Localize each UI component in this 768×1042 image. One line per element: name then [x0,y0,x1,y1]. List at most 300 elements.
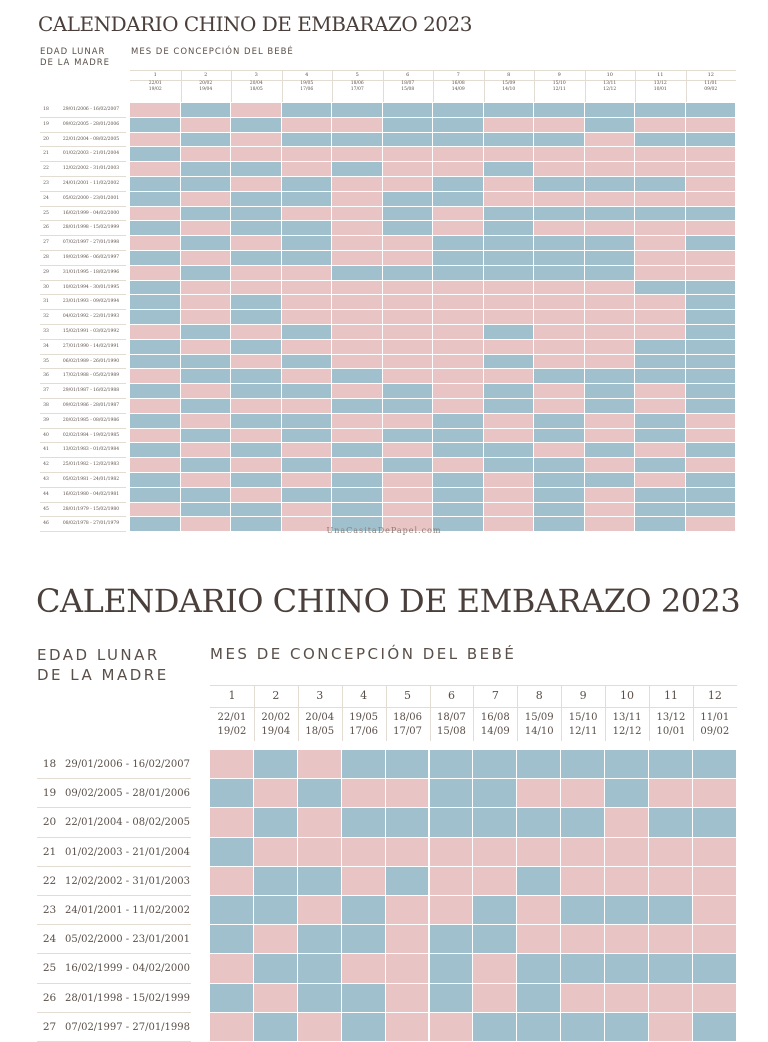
girl-cell [383,236,433,250]
girl-cell [282,266,332,280]
boy-cell [181,325,231,339]
boy-cell [686,369,736,383]
boy-cell [254,867,297,895]
girl-cell [383,355,433,369]
girl-cell [332,118,382,132]
boy-cell [130,310,180,324]
mother-age: 33 [43,329,49,334]
girl-cell [649,925,692,953]
girl-cell [561,984,604,1012]
birth-date-range: 22/01/2004 - 08/02/2005 [64,817,190,829]
birth-date-range: 23/01/1993 - 09/02/1994 [62,299,120,305]
girl-cell [383,295,433,309]
boy-cell [517,954,560,982]
girl-cell [231,355,281,369]
boy-cell [686,133,736,147]
girl-cell [332,236,382,250]
boy-cell [383,221,433,235]
girl-cell [298,838,341,866]
boy-cell [517,750,560,778]
birth-date-range: 01/02/2003 - 21/01/2004 [64,846,190,858]
month-date-range: 15/09 14/10 [524,712,554,737]
boy-cell [130,221,180,235]
boy-cell [605,954,648,982]
boy-cell [649,750,692,778]
mother-age: 26 [43,225,49,231]
girl-cell [686,429,736,443]
month-number: 11 [657,72,664,78]
girl-cell [282,310,332,324]
boy-cell [484,251,534,265]
girl-cell [231,399,281,413]
girl-cell [433,221,483,235]
girl-cell [433,355,483,369]
mother-age: 29 [43,269,49,275]
girl-cell [517,896,560,924]
girl-cell [649,984,692,1012]
boy-cell [649,896,692,924]
boy-cell [693,750,736,778]
boy-cell [181,429,231,443]
girl-cell [181,281,231,295]
girl-cell [534,295,584,309]
boy-cell [231,369,281,383]
boy-cell [484,458,534,472]
girl-cell [585,133,635,147]
boy-cell [686,384,736,398]
boy-cell [210,925,253,953]
boy-cell [534,207,584,221]
girl-cell [534,147,584,161]
month-header-5 [332,70,383,93]
boy-cell [693,954,736,982]
birth-date-range: 05/02/2000 - 23/01/2001 [64,934,190,946]
month-divider [383,70,384,102]
boy-cell [231,251,281,265]
boy-cell [635,133,685,147]
girl-cell [383,310,433,324]
girl-cell [282,399,332,413]
girl-cell [210,954,253,982]
girl-cell [231,488,281,502]
mother-age-label: EDAD LUNAR DE LA MADRE [40,47,111,68]
girl-cell [130,325,180,339]
girl-cell [181,221,231,235]
girl-cell [484,192,534,206]
girl-cell [298,808,341,836]
girl-cell [130,133,180,147]
boy-cell [686,103,736,117]
boy-cell [649,954,692,982]
girl-cell [130,207,180,221]
boy-cell [430,750,473,778]
boy-cell [585,251,635,265]
boy-cell [693,808,736,836]
boy-cell [433,266,483,280]
birth-date-range: 28/01/1998 - 15/02/1999 [64,992,190,1004]
mother-age: 30 [43,284,49,290]
mother-age: 18 [43,107,49,112]
mother-age: 23 [43,181,49,186]
boy-cell [332,503,382,517]
boy-cell [130,251,180,265]
boy-cell [534,266,584,280]
girl-cell [686,458,736,472]
birth-date-range: 19/02/1996 - 06/02/1997 [62,255,120,260]
month-date-range: 11/01 09/02 [704,81,718,92]
girl-cell [534,384,584,398]
boy-cell [585,473,635,487]
birth-date-range: 09/02/1986 - 28/01/1987 [62,403,120,408]
boy-cell [282,325,332,339]
birth-date-range: 04/02/1992 - 22/01/1993 [62,314,120,320]
month-date-range: 16/08 14/09 [451,81,465,92]
girl-cell [585,281,635,295]
boy-cell [484,325,534,339]
mother-age: 20 [43,136,49,142]
mother-age-label-zoomed: EDAD LUNAR DE LA MADRE [37,646,169,684]
boy-cell [298,984,341,1012]
girl-cell [635,266,685,280]
girl-cell [386,779,429,807]
boy-cell [635,340,685,354]
boy-cell [635,503,685,517]
boy-cell [473,808,516,836]
birth-date-range: 02/02/1984 - 19/02/1985 [62,432,120,438]
girl-cell [430,896,473,924]
boy-cell [130,177,180,191]
month-number: 1 [228,689,236,702]
month-divider [231,70,232,102]
month-date-range: 20/02 19/04 [261,712,291,737]
girl-cell [254,984,297,1012]
girl-cell [686,147,736,161]
girl-cell [383,503,433,517]
boy-cell [433,103,483,117]
girl-cell [484,340,534,354]
girl-cell [282,340,332,354]
boy-cell [686,355,736,369]
month-date-range: 18/07 15/08 [437,712,466,737]
girl-cell [649,867,692,895]
boy-cell [383,266,433,280]
girl-cell [585,310,635,324]
girl-cell [332,281,382,295]
birth-date-range: 17/02/1988 - 05/02/1989 [62,373,120,379]
birth-date-range: 08/02/1978 - 27/01/1979 [62,521,120,527]
girl-cell [534,221,584,235]
girl-cell [484,414,534,428]
girl-cell [484,503,534,517]
boy-cell [282,236,332,250]
girl-cell [433,207,483,221]
boy-cell [433,251,483,265]
girl-cell [386,896,429,924]
month-number: 8 [507,72,511,78]
birth-date-range: 05/02/2000 - 23/01/2001 [62,195,120,201]
month-divider [386,685,387,741]
month-number: 8 [535,689,543,702]
boy-cell [254,750,297,778]
boy-cell [433,133,483,147]
girl-cell [332,429,382,443]
boy-cell [635,281,685,295]
mother-age: 19 [42,787,57,800]
boy-cell [254,954,297,982]
month-divider [433,70,434,102]
girl-cell [686,162,736,176]
girl-cell [383,443,433,457]
birth-date-range: 31/01/1995 - 18/02/1996 [62,269,120,275]
girl-cell [383,340,433,354]
girl-cell [433,369,483,383]
mother-age: 44 [43,491,49,497]
girl-cell [635,325,685,339]
boy-cell [585,236,635,250]
girl-cell [473,984,516,1012]
mother-age: 36 [43,373,49,379]
boy-cell [534,251,584,265]
boy-cell [561,750,604,778]
boy-cell [433,443,483,457]
month-divider [298,685,299,741]
boy-cell [534,503,584,517]
month-number: 5 [355,72,359,78]
boy-cell [534,369,584,383]
boy-cell [430,984,473,1012]
girl-cell [231,325,281,339]
girl-cell [484,429,534,443]
boy-cell [534,103,584,117]
girl-cell [254,925,297,953]
boy-cell [484,133,534,147]
month-divider [342,685,343,741]
month-header-7 [473,685,517,739]
boy-cell [484,207,534,221]
month-header-5 [386,685,430,739]
girl-cell [282,503,332,517]
birth-date-range: 25/01/1982 - 12/02/1983 [62,462,120,468]
month-date-range: 20/04 18/05 [249,81,263,92]
girl-cell [231,177,281,191]
girl-cell [484,177,534,191]
mother-age: 21 [43,151,49,157]
boy-cell [130,192,180,206]
boy-cell [342,750,385,778]
mother-age: 25 [42,962,57,975]
boy-cell [649,808,692,836]
boy-cell [585,207,635,221]
girl-cell [693,867,736,895]
boy-cell [231,118,281,132]
girl-cell [210,1013,253,1041]
girl-cell [635,473,685,487]
month-date-range: 19/05 17/06 [300,81,314,92]
girl-cell [231,281,281,295]
month-divider [430,685,431,741]
boy-cell [342,896,385,924]
girl-cell [585,458,635,472]
girl-cell [585,429,635,443]
birth-date-range: 15/02/1991 - 03/02/1992 [62,329,120,334]
boy-cell [693,1013,736,1041]
girl-cell [585,295,635,309]
mother-age: 32 [43,314,49,320]
month-number: 2 [204,72,208,78]
girl-cell [231,103,281,117]
girl-cell [433,295,483,309]
boy-cell [686,207,736,221]
boy-cell [686,340,736,354]
girl-cell [282,207,332,221]
girl-cell [484,473,534,487]
month-divider [686,70,687,102]
boy-cell [282,133,332,147]
boy-cell [635,414,685,428]
month-number: 10 [620,689,635,702]
birth-date-range: 16/02/1999 - 04/02/2000 [62,210,120,216]
birth-date-range: 13/02/1983 - 01/02/1984 [62,447,120,453]
month-divider [635,70,636,102]
boy-cell [282,414,332,428]
boy-cell [298,925,341,953]
mother-age: 19 [43,121,49,127]
girl-cell [635,118,685,132]
birth-date-range: 22/01/2004 - 08/02/2005 [62,136,120,142]
boy-cell [181,177,231,191]
chart-panel-zoomed [0,545,768,1033]
month-date-range: 18/06 17/07 [393,712,422,737]
boy-cell [430,779,473,807]
mother-age: 27 [42,1020,57,1033]
boy-cell [383,399,433,413]
boy-cell [332,473,382,487]
month-date-range: 20/04 18/05 [305,712,335,737]
girl-cell [433,310,483,324]
girl-cell [534,281,584,295]
girl-cell [433,281,483,295]
girl-cell [130,236,180,250]
boy-cell [585,266,635,280]
boy-cell [332,103,382,117]
girl-cell [534,192,584,206]
birth-date-range: 29/01/2006 - 16/02/2007 [64,759,190,770]
birth-date-range: 20/02/1985 - 08/02/1986 [62,417,120,423]
boy-cell [130,443,180,457]
boy-cell [181,266,231,280]
girl-cell [484,295,534,309]
girl-cell [635,384,685,398]
month-number: 12 [707,689,722,702]
girl-cell [383,147,433,161]
girl-cell [605,984,648,1012]
girl-cell [282,443,332,457]
month-number: 9 [579,689,587,702]
boy-cell [332,399,382,413]
girl-cell [342,838,385,866]
boy-cell [430,808,473,836]
month-divider [605,685,606,741]
birth-date-range: 24/01/2001 - 11/02/2002 [62,181,120,186]
boy-cell [342,1013,385,1041]
girl-cell [181,251,231,265]
boy-cell [332,443,382,457]
boy-cell [181,399,231,413]
girl-cell [693,984,736,1012]
boy-cell [282,251,332,265]
month-date-range: 16/08 14/09 [480,712,510,737]
girl-cell [635,221,685,235]
boy-cell [433,414,483,428]
boy-cell [635,458,685,472]
boy-cell [332,369,382,383]
month-date-range: 15/10 12/11 [568,712,598,737]
girl-cell [210,867,253,895]
girl-cell [635,192,685,206]
girl-cell [342,779,385,807]
month-date-range: 13/11 12/12 [603,81,617,92]
girl-cell [282,162,332,176]
girl-cell [332,310,382,324]
girl-cell [433,458,483,472]
boy-cell [484,162,534,176]
girl-cell [254,779,297,807]
mother-age: 39 [43,417,49,423]
girl-cell [130,103,180,117]
month-divider [585,70,586,102]
girl-cell [517,925,560,953]
month-header-11 [635,70,686,93]
girl-cell [473,954,516,982]
girl-cell [585,488,635,502]
month-date-range: 15/10 12/11 [552,81,566,92]
mother-age: 18 [42,758,57,770]
boy-cell [231,443,281,457]
boy-cell [686,503,736,517]
girl-cell [635,443,685,457]
month-header-3 [231,70,282,93]
boy-cell [282,384,332,398]
boy-cell [534,458,584,472]
boy-cell [585,177,635,191]
month-date-range: 11/01 09/02 [700,712,730,737]
girl-cell [386,1013,429,1041]
boy-cell [484,355,534,369]
boy-cell [433,473,483,487]
boy-cell [383,384,433,398]
girl-cell [210,750,253,778]
boy-cell [484,384,534,398]
boy-cell [231,414,281,428]
birth-date-range: 24/01/2001 - 11/02/2002 [64,905,190,916]
boy-cell [210,896,253,924]
girl-cell [332,192,382,206]
boy-cell [605,1013,648,1041]
boy-cell [484,399,534,413]
boy-cell [130,281,180,295]
mother-age: 40 [43,432,49,438]
girl-cell [430,1013,473,1041]
girl-cell [282,118,332,132]
boy-cell [386,867,429,895]
month-divider [693,685,694,741]
girl-cell [686,118,736,132]
girl-cell [342,954,385,982]
month-number: 7 [491,689,499,702]
birth-date-range: 29/01/2006 - 16/02/2007 [62,107,120,112]
boy-cell [635,177,685,191]
month-date-range: 19/05 17/06 [349,712,379,737]
